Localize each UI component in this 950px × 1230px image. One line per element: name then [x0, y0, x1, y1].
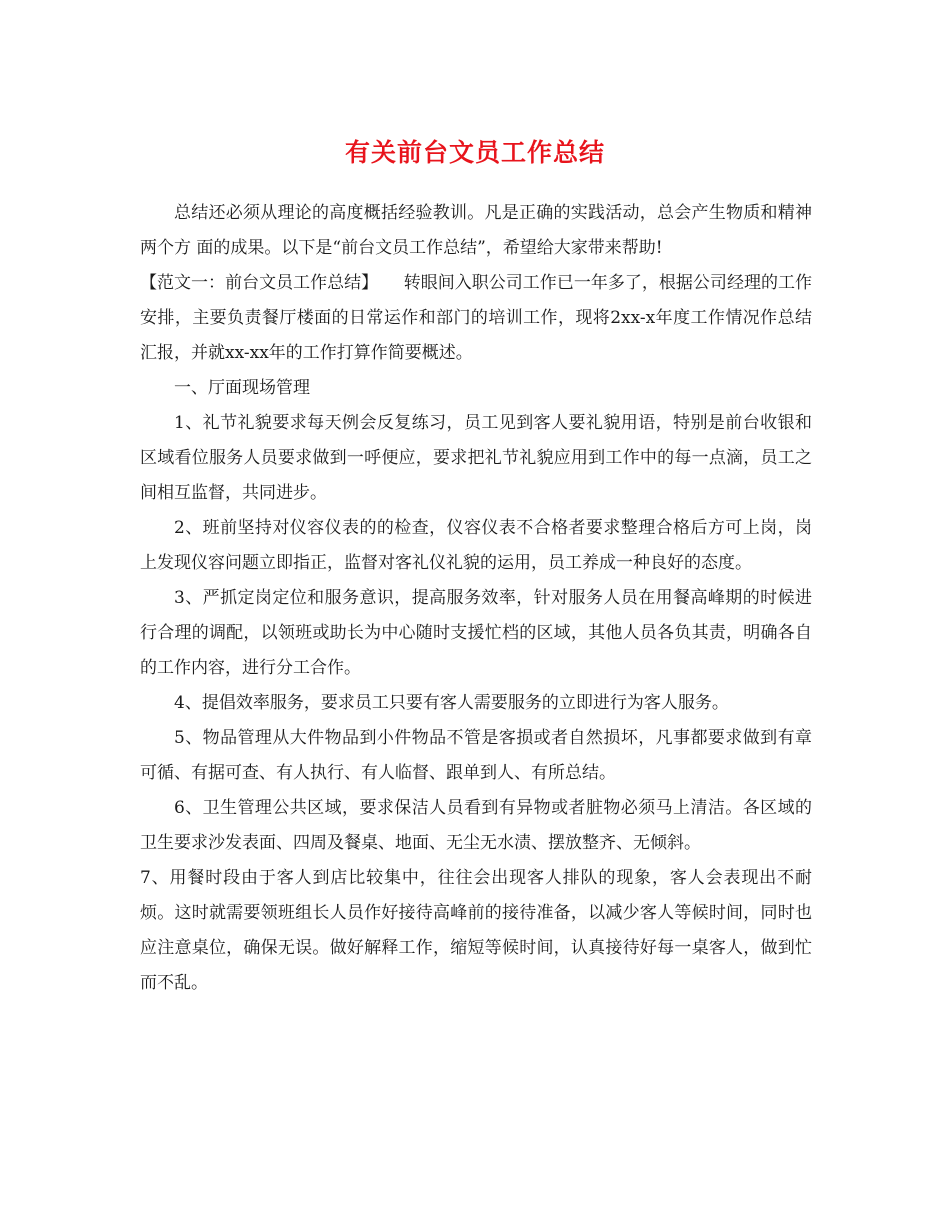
paragraph-sample-one: 【范文一：前台文员工作总结】 转眼间入职公司工作已一年多了，根据公司经理的工作安排，主要负责餐厅楼面的日常运作和部门的培训工作，现将2xx-x年度工作情况作总结汇报，并就xx-xx年的工作打算作简要概述。 [140, 273, 812, 363]
paragraph-intro: 总结还必须从理论的高度概括经验教训。凡是正确的实践活动，总会产生物质和精神两个方 面的成果。以下是“前台文员工作总结”，希望给大家带来帮助! [140, 203, 812, 258]
paragraph-item-2: 2、班前坚持对仪容仪表的的检查，仪容仪表不合格者要求整理合格后方可上岗，岗上发现仪容问题立即指正，监督对客礼仪礼貌的运用，员工养成一种良好的态度。 [140, 518, 812, 573]
paragraph-item-3: 3、严抓定岗定位和服务意识，提高服务效率，针对服务人员在用餐高峰期的时候进行合理的调配，以领班或助长为中心随时支援忙档的区域，其他人员各负其责，明确各自的工作内容，进行分工合作。 [140, 588, 812, 678]
document-body [140, 196, 812, 1001]
page-title: 有关前台文员工作总结 [344, 138, 605, 167]
paragraph-item-1: 1、礼节礼貌要求每天例会反复练习，员工见到客人要礼貌用语，特别是前台收银和区域看位服务人员要求做到一呼便应，要求把礼节礼貌应用到工作中的每一点滴，员工之间相互监督，共同进步。 [140, 413, 812, 503]
paragraph-item-7: 7、用餐时段由于客人到店比较集中，往往会出现客人排队的现象，客人会表现出不耐烦。这时就需要领班组长人员作好接待高峰前的接待准备，以减少客人等候时间，同时也应注意桌位，确保无误。做好解释工作，缩短等候时间，认真接待好每一桌客人，做到忙而不乱。 [140, 868, 812, 993]
paragraph-item-4: 4、提倡效率服务，要求员工只要有客人需要服务的立即进行为客人服务。 [174, 693, 729, 713]
paragraph-item-6: 6、卫生管理公共区域，要求保洁人员看到有异物或者脏物必须马上清洁。各区域的卫生要求沙发表面、四周及餐桌、地面、无尘无水渍、摆放整齐、无倾斜。 [140, 798, 812, 853]
paragraph-item-5: 5、物品管理从大件物品到小件物品不管是客损或者自然损坏，凡事都要求做到有章可循、有据可查、有人执行、有人临督、跟单到人、有所总结。 [140, 728, 812, 783]
section-heading: 一、厅面现场管理 [174, 378, 310, 398]
